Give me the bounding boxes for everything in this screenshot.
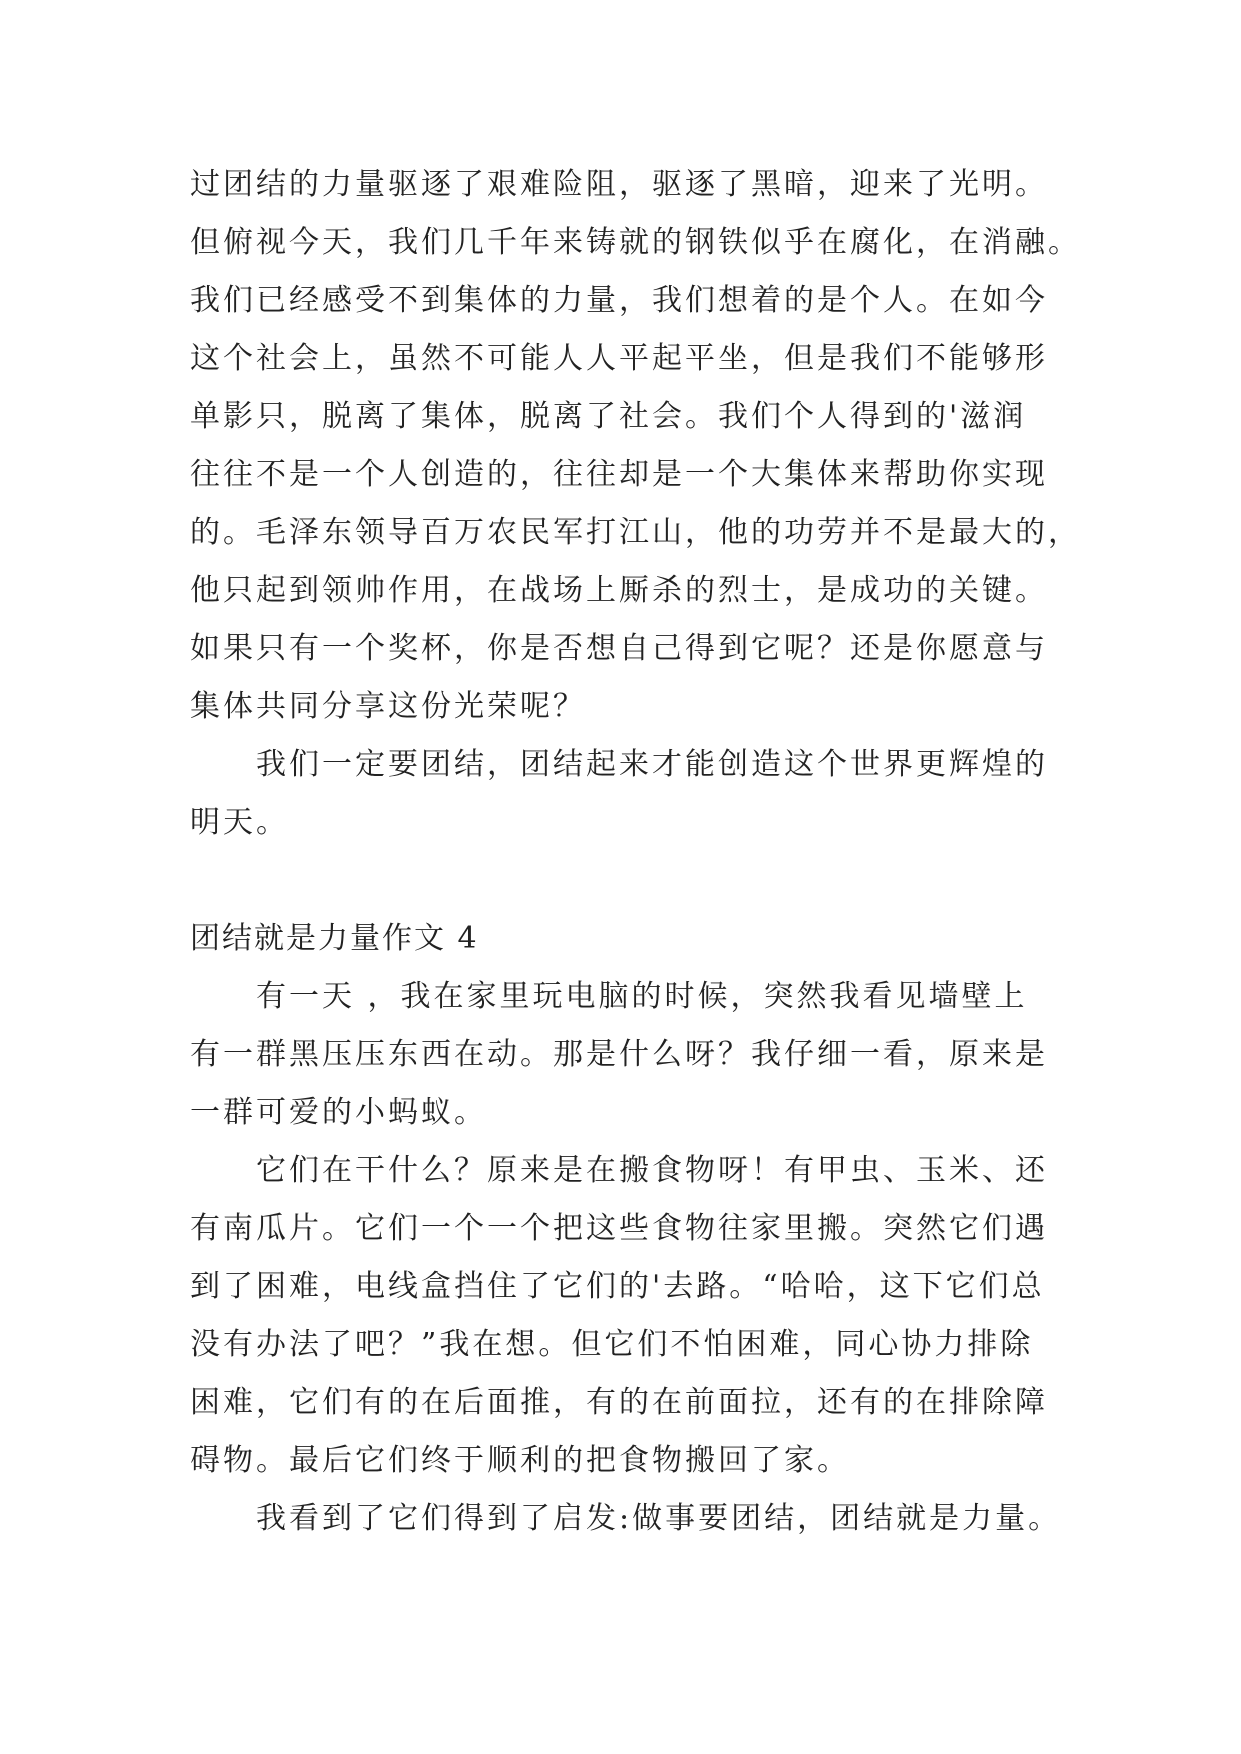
text-line: 但俯视今天，我们几千年来铸就的钢铁似乎在腐化，在消融。 [190,225,1081,260]
text-line: 到了困难，电线盒挡住了它们的'去路。“哈哈，这下它们总 [190,1269,1045,1304]
text-line: 过团结的力量驱逐了艰难险阻，驱逐了黑暗，迎来了光明。 [190,167,1048,202]
text-line: 我们一定要团结，团结起来才能创造这个世界更辉煌的 [256,747,1048,782]
text-line: 有一群黑压压东西在动。那是什么呀？我仔细一看，原来是 [190,1037,1048,1072]
text-line: 单影只，脱离了集体，脱离了社会。我们个人得到的'滋润 [190,399,1027,434]
section-heading [190,910,1070,968]
text-line: 我们已经感受不到集体的力量，我们想着的是个人。在如今 [190,283,1048,318]
text-line: 一群可爱的小蚂蚁。 [190,1095,487,1130]
text-line: 有南瓜片。它们一个一个把这些食物往家里搬。突然它们遇 [190,1211,1048,1246]
text-line: 如果只有一个奖杯，你是否想自己得到它呢？还是你愿意与 [190,631,1048,666]
text-line: 的。毛泽东领导百万农民军打江山，他的功劳并不是最大的， [190,515,1081,550]
text-line: 困难，它们有的在后面推，有的在前面拉，还有的在排除障 [190,1385,1048,1420]
heading-text: 团结就是力量作文 4 [190,921,479,956]
text-line: 碍物。最后它们终于顺利的把食物搬回了家。 [190,1443,850,1478]
text-line: 明天。 [190,805,289,840]
text-line: 他只起到领帅作用，在战场上厮杀的烈士，是成功的关键。 [190,573,1048,608]
text-line: 它们在干什么？原来是在搬食物呀！有甲虫、玉米、还 [256,1153,1048,1188]
text-line: 没有办法了吧？”我在想。但它们不怕困难，同心协力排除 [190,1327,1034,1362]
text-line: 这个社会上，虽然不可能人人平起平坐，但是我们不能够形 [190,341,1048,376]
text-line: 有一天 ，我在家里玩电脑的时候，突然我看见墙壁上 [256,979,1028,1014]
text-line: 往往不是一个人创造的，往往却是一个大集体来帮助你实现 [190,457,1048,492]
text-line: 集体共同分享这份光荣呢？ [190,689,586,724]
essay-body [190,968,1070,1548]
essay-continuation [190,156,1081,852]
text-line: 我看到了它们得到了启发:做事要团结，团结就是力量。 [256,1501,1062,1536]
